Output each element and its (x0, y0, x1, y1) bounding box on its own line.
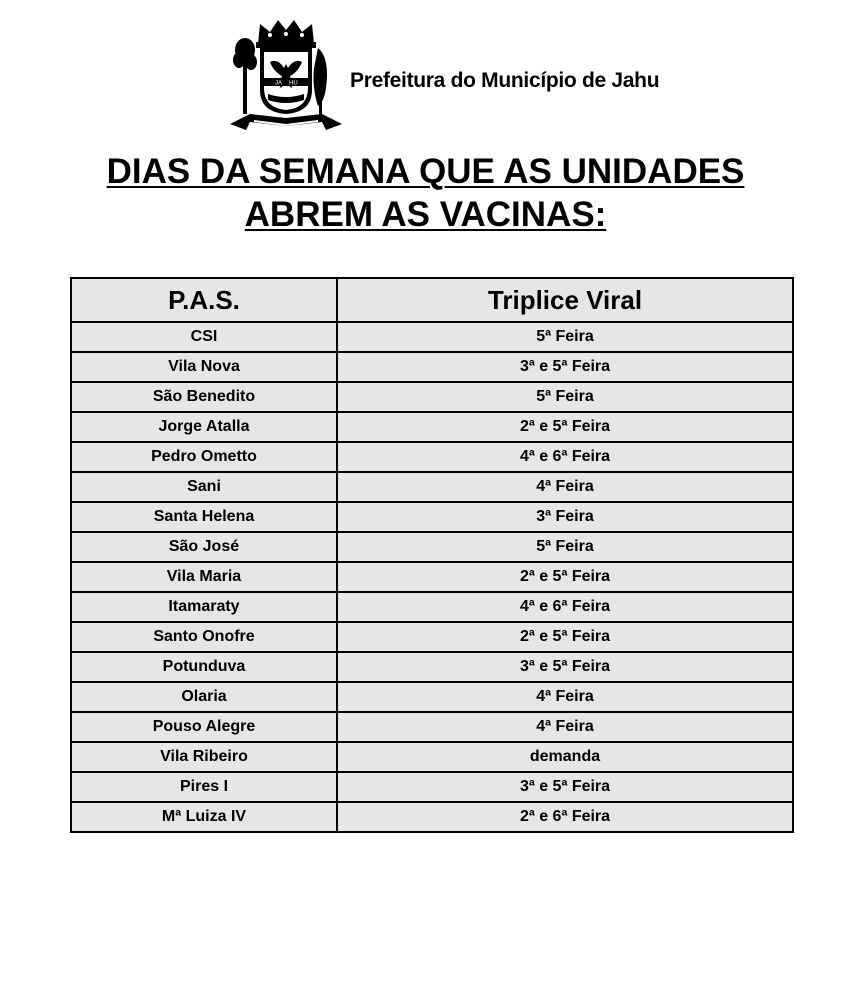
table-row (71, 802, 793, 832)
table-row (71, 472, 793, 502)
vaccine-days-cell: 5ª Feira (337, 382, 793, 412)
unit-name-cell: Pires I (71, 772, 337, 802)
table-row (71, 322, 793, 352)
table-row (71, 622, 793, 652)
unit-name-cell: Vila Ribeiro (71, 742, 337, 772)
unit-name-cell: São José (71, 532, 337, 562)
table-row (71, 532, 793, 562)
unit-name-cell: Vila Nova (71, 352, 337, 382)
vaccine-days-cell: 4ª Feira (337, 472, 793, 502)
vaccine-days-cell: 2ª e 6ª Feira (337, 802, 793, 832)
unit-name-cell: Pouso Alegre (71, 712, 337, 742)
table-row (71, 772, 793, 802)
table-row (71, 652, 793, 682)
vaccine-days-cell: 4ª e 6ª Feira (337, 442, 793, 472)
table-row (71, 562, 793, 592)
vaccine-days-cell: 5ª Feira (337, 322, 793, 352)
org-name: Prefeitura do Município de Jahu (350, 69, 660, 92)
table-row (71, 502, 793, 532)
vaccine-days-cell: 2ª e 5ª Feira (337, 562, 793, 592)
vaccine-days-cell: 3ª e 5ª Feira (337, 352, 793, 382)
vaccination-schedule-table (70, 277, 794, 833)
municipal-coat-of-arms-icon (226, 18, 346, 138)
crest-text-left: JA (275, 80, 283, 87)
unit-name-cell: Potunduva (71, 652, 337, 682)
table-body (71, 322, 793, 832)
table-row (71, 382, 793, 412)
unit-name-cell: Santo Onofre (71, 622, 337, 652)
column-header-pas: P.A.S. (71, 278, 337, 322)
unit-name-cell: Pedro Ometto (71, 442, 337, 472)
unit-name-cell: CSI (71, 322, 337, 352)
vaccine-days-cell: 3ª e 5ª Feira (337, 772, 793, 802)
page-header (226, 18, 686, 140)
vaccine-days-cell: demanda (337, 742, 793, 772)
unit-name-cell: Sani (71, 472, 337, 502)
table-header-row (71, 278, 793, 322)
table-row (71, 742, 793, 772)
vaccine-days-cell: 4ª Feira (337, 682, 793, 712)
vaccine-days-cell: 4ª e 6ª Feira (337, 592, 793, 622)
unit-name-cell: Jorge Atalla (71, 412, 337, 442)
page-title (0, 150, 851, 236)
table-row (71, 712, 793, 742)
unit-name-cell: Mª Luiza IV (71, 802, 337, 832)
unit-name-cell: Vila Maria (71, 562, 337, 592)
vaccine-days-cell: 3ª e 5ª Feira (337, 652, 793, 682)
unit-name-cell: Santa Helena (71, 502, 337, 532)
vaccine-days-cell: 4ª Feira (337, 712, 793, 742)
unit-name-cell: Itamaraty (71, 592, 337, 622)
column-header-triplice-viral: Triplice Viral (337, 278, 793, 322)
unit-name-cell: São Benedito (71, 382, 337, 412)
table-row (71, 592, 793, 622)
vaccine-days-cell: 2ª e 5ª Feira (337, 412, 793, 442)
unit-name-cell: Olaria (71, 682, 337, 712)
vaccine-days-cell: 2ª e 5ª Feira (337, 622, 793, 652)
table-row (71, 352, 793, 382)
vaccine-days-cell: 3ª Feira (337, 502, 793, 532)
table-row (71, 412, 793, 442)
title-line-1: DIAS DA SEMANA QUE AS UNIDADES (106, 152, 745, 191)
table-row (71, 442, 793, 472)
title-line-2: ABREM AS VACINAS: (244, 195, 607, 234)
table-row (71, 682, 793, 712)
crest-text-right: HU (289, 80, 298, 87)
vaccine-days-cell: 5ª Feira (337, 532, 793, 562)
